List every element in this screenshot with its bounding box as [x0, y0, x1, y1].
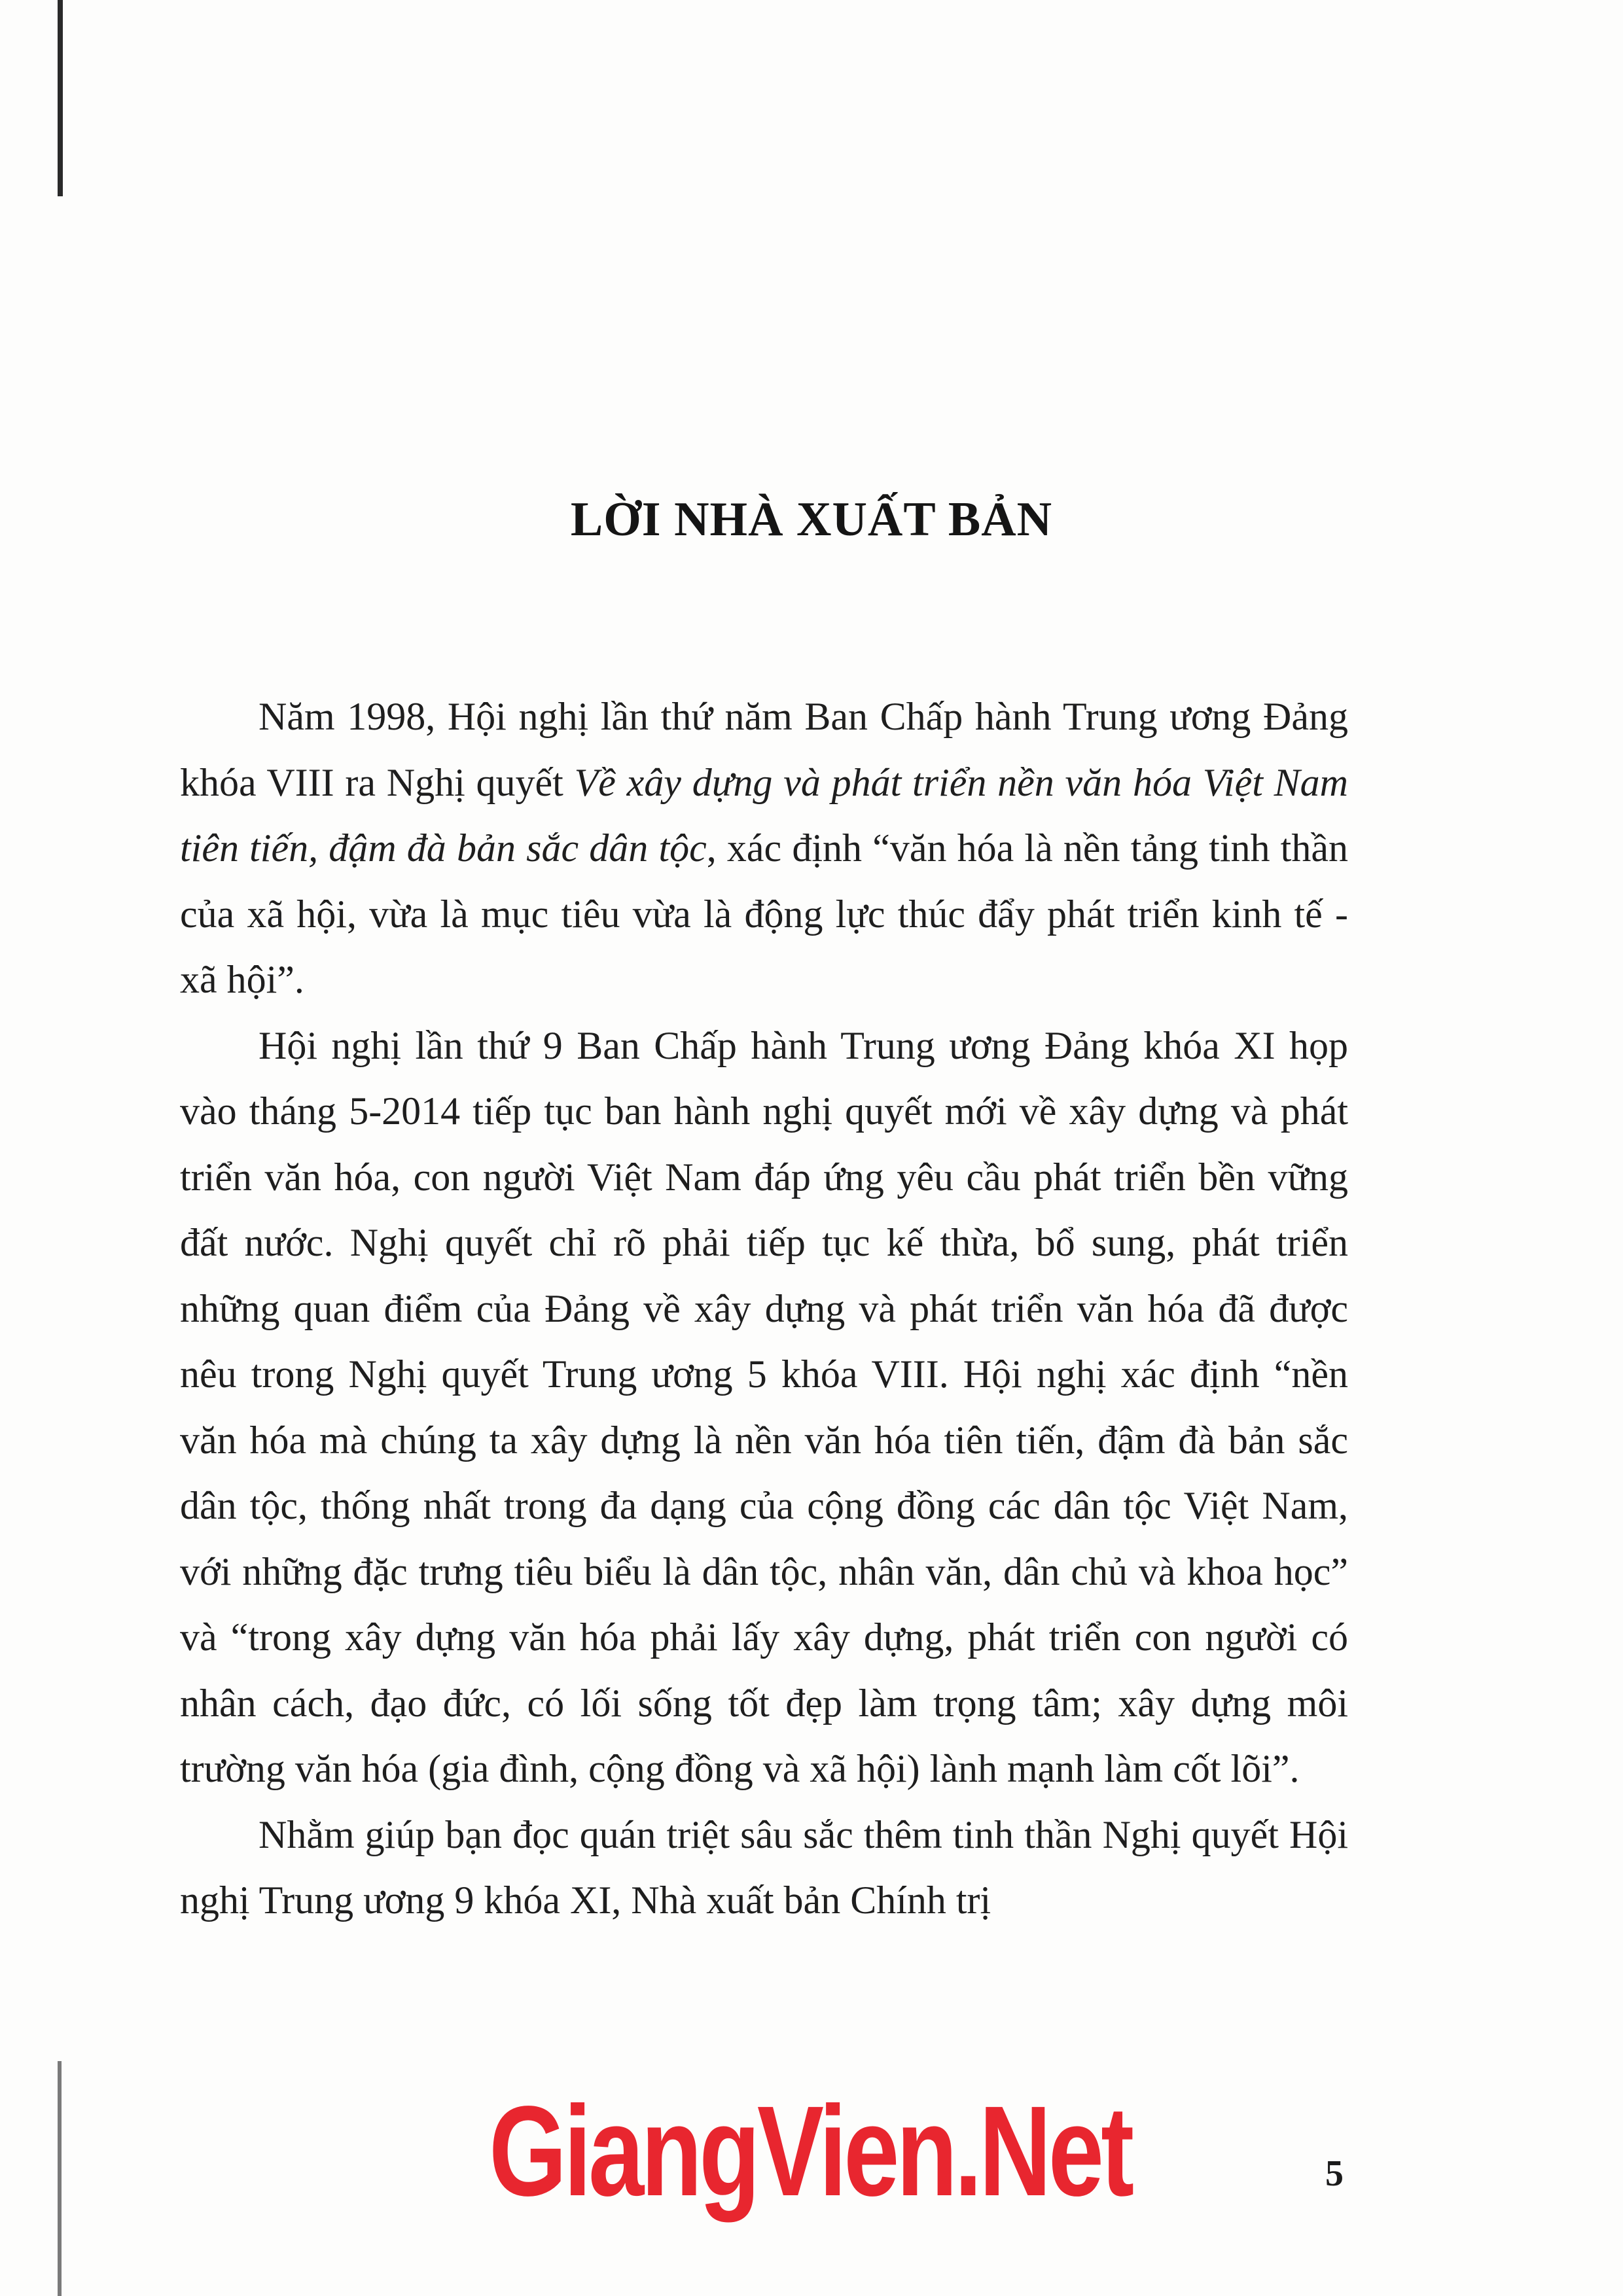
binding-shadow	[58, 0, 63, 196]
paragraph-2: Hội nghị lần thứ 9 Ban Chấp hành Trung ương Đảng khóa XI họp vào tháng 5-2014 tiếp tục ban hành nghị quyết mới về xây dựng và phát triển văn hóa, con người Việt Nam đáp ứng yêu cầu phát triển bền vững đất nước. Nghị quyết chỉ rõ phải tiếp tục kế thừa, bổ sung, phát triển những quan điểm của Đảng về xây dựng và phát triển văn hóa đã được nêu trong Nghị quyết Trung ương 5 khóa VIII. Hội nghị xác định “nền văn hóa mà chúng ta xây dựng là nền văn hóa tiên tiến, đậm đà bản sắc dân tộc, thống nhất trong đa dạng của cộng đồng các dân tộc Việt Nam, với những đặc trưng tiêu biểu là dân tộc, nhân văn, dân chủ và khoa học” và “trong xây dựng văn hóa phải lấy xây dựng, phát triển con người có nhân cách, đạo đức, có lối sống tốt đẹp làm trọng tâm; xây dựng môi trường văn hóa (gia đình, cộng đồng và xã hội) lành mạnh làm cốt lõi”.	[180, 1023, 1348, 1790]
binding-shadow-lower	[58, 2061, 62, 2296]
paragraph-1-rest: , xác định “văn hóa là nền tảng tinh thần của xã hội, vừa là mục tiêu vừa là động lực thúc đẩy phát triển kinh tế - xã hội”.	[180, 826, 1348, 1001]
body-text	[180, 684, 1348, 1934]
page-number: 5	[1325, 2153, 1344, 2194]
paragraph-1-intro: Năm 1998, Hội nghị lần thứ năm Ban Chấp hành Trung ương Đảng khóa VIII ra Nghị quyết	[180, 695, 1348, 804]
page-title: LỜI NHÀ XUẤT BẢN	[570, 493, 1053, 546]
watermark-logo: GiangVien.Net	[489, 2079, 1132, 2223]
paragraph-1	[180, 684, 1348, 1013]
resolution-title: Về xây dựng và phát triển nền văn hóa Việt Nam tiên tiến, đậm đà bản sắc dân tộc	[180, 760, 1349, 870]
paragraph-3: Nhằm giúp bạn đọc quán triệt sâu sắc thêm tinh thần Nghị quyết Hội nghị Trung ương 9 khóa XI, Nhà xuất bản Chính trị	[180, 1812, 1348, 1922]
